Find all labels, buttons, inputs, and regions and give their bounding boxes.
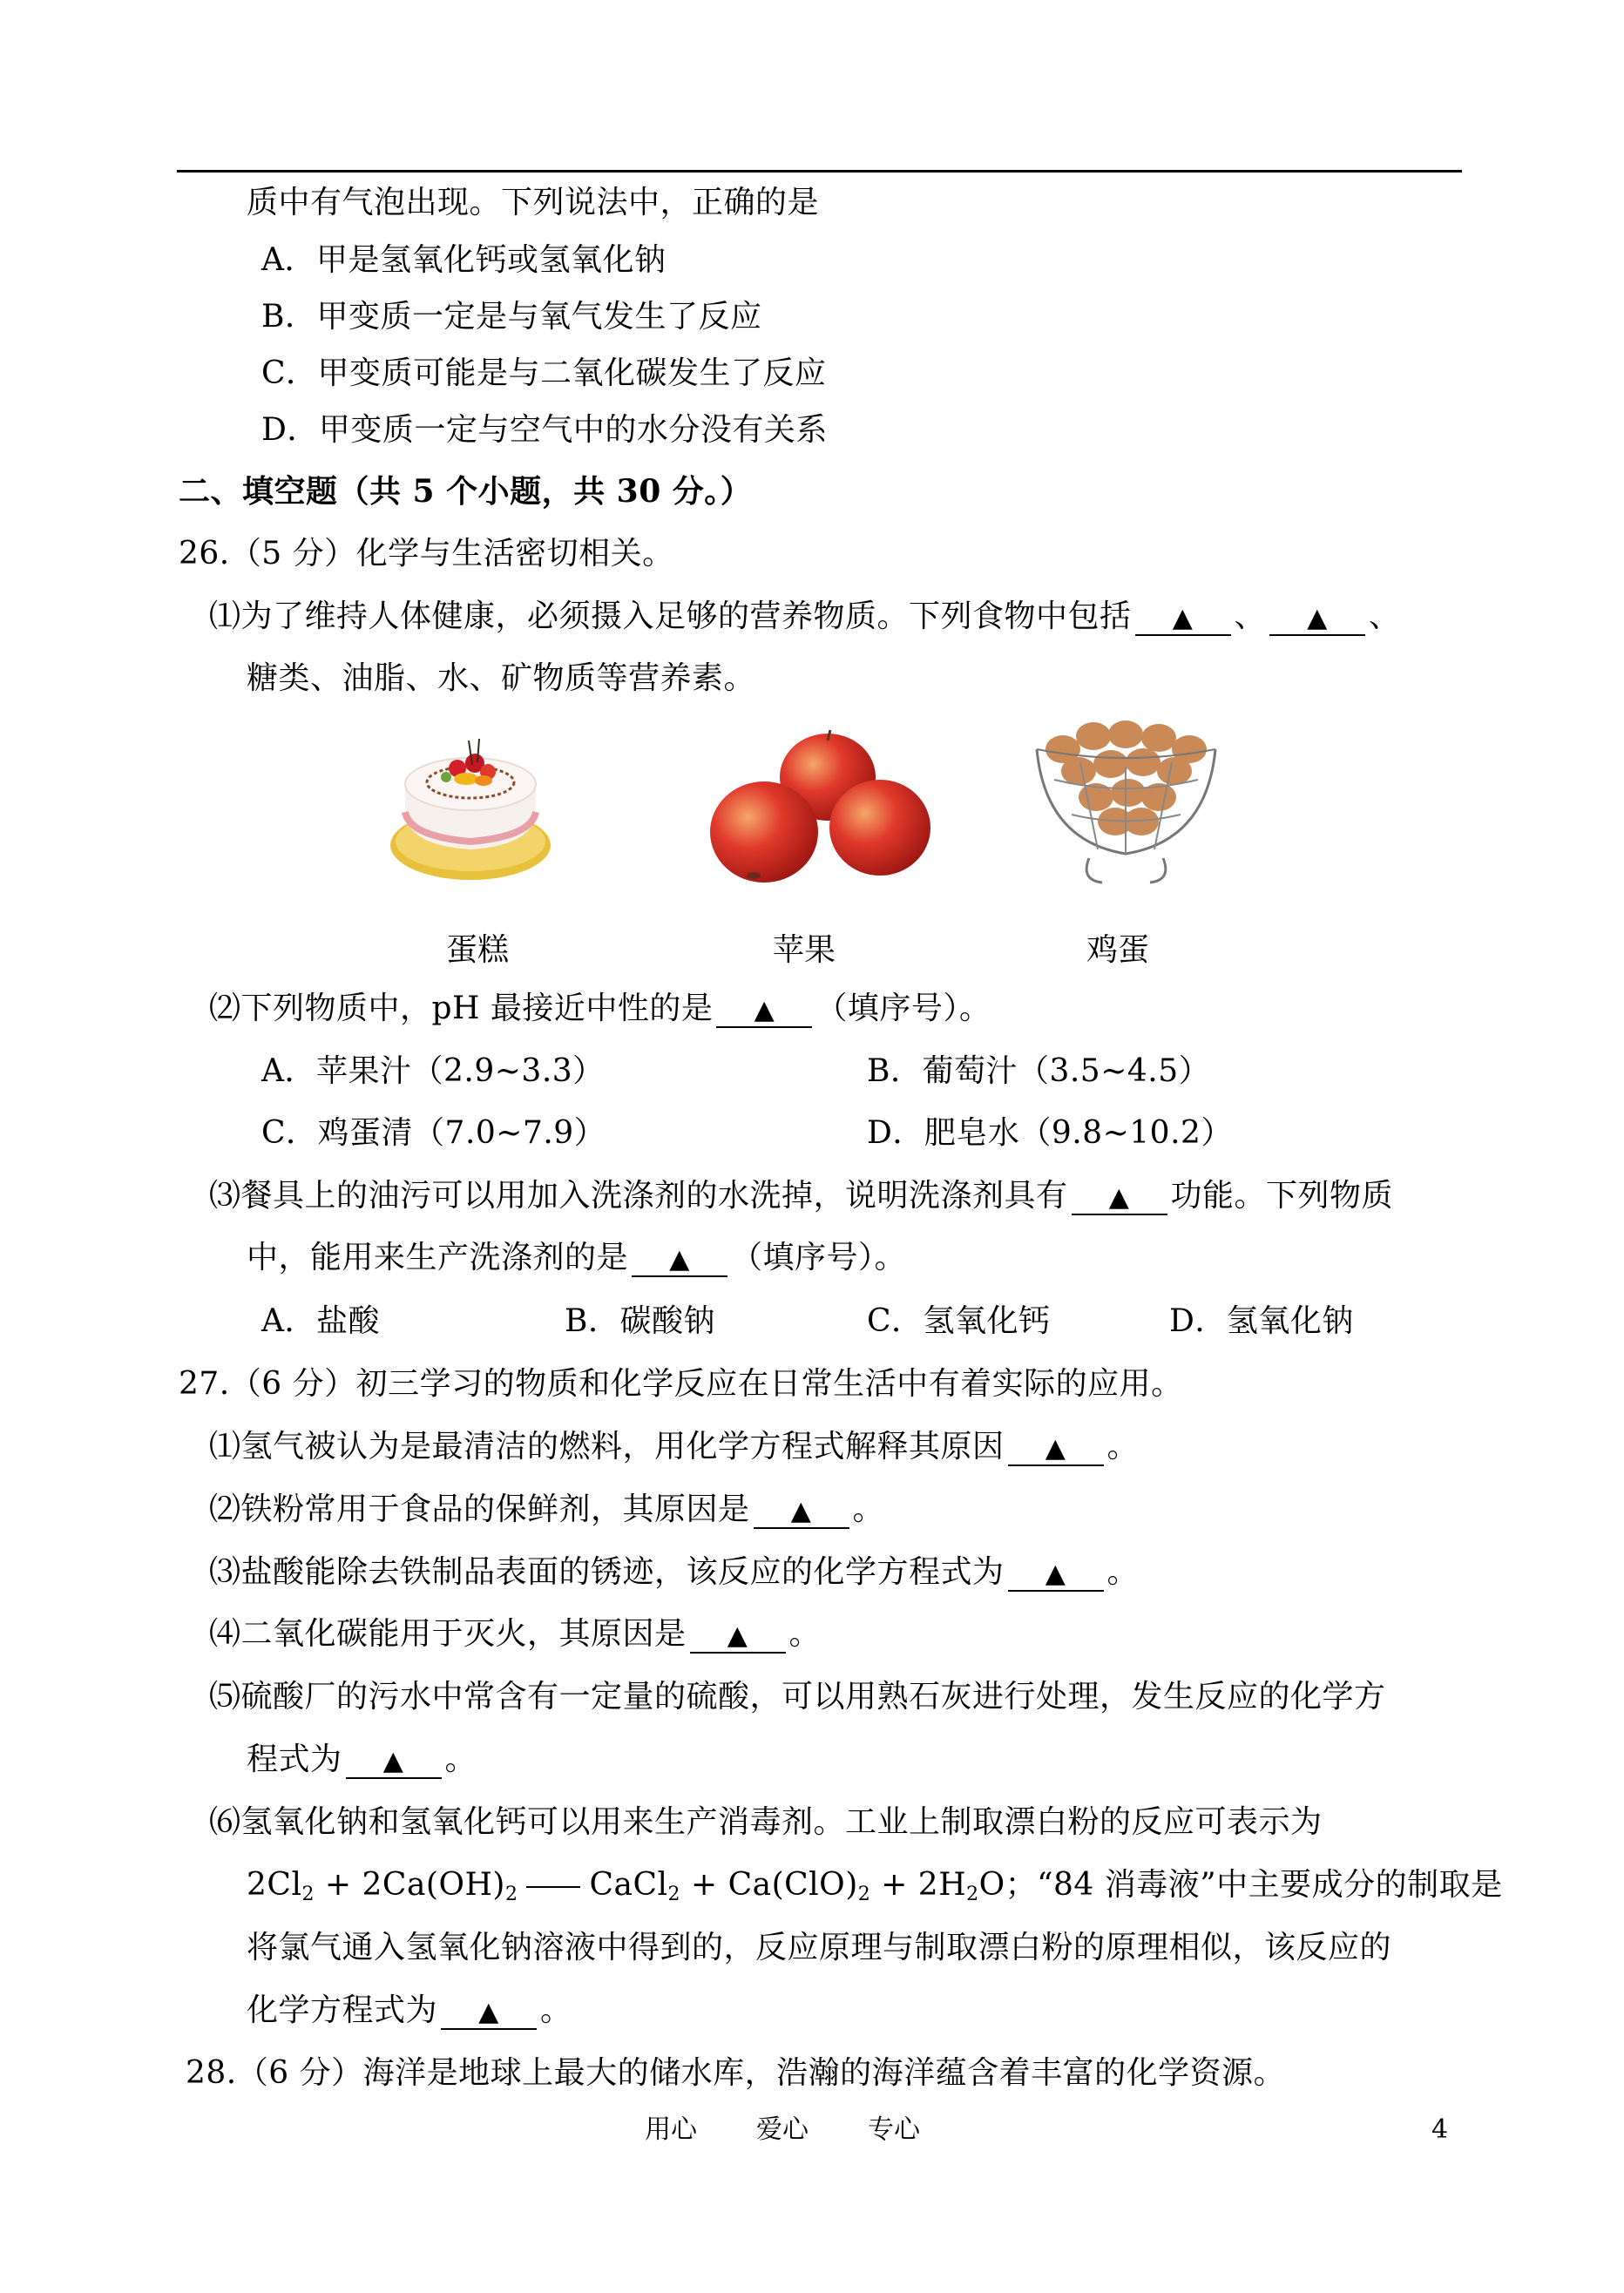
separator: 、 (1369, 599, 1401, 634)
answer-blank[interactable] (346, 1744, 442, 1779)
answer-blank[interactable] (632, 1242, 727, 1277)
eq-subscript: 2 (966, 1884, 979, 1905)
q25-option-c: C．甲变质可能是与二氧化碳发生了反应 (261, 355, 827, 391)
period: 。 (1106, 1554, 1140, 1590)
footer-motto-3: 专心 (868, 2114, 920, 2145)
q28-header: 28.（6 分）海洋是地球上最大的储水库，浩瀚的海洋蕴含着丰富的化学资源。 (186, 2055, 1286, 2091)
q27-header: 27.（6 分）初三学习的物质和化学反应在日常生活中有着实际的应用。 (179, 1366, 1183, 1402)
q27-part5-line1: ⑸硫酸厂的污水中常含有一定量的硫酸，可以用熟石灰进行处理，发生反应的化学方 (209, 1679, 1386, 1715)
triangle-marker-icon: ▲ (1172, 603, 1194, 633)
q26-part2 (209, 989, 991, 1029)
q26-part3-suffix: （填序号）。 (731, 1240, 907, 1275)
q26-part2-text: ⑵下列物质中，pH 最接近中性的是 (209, 991, 714, 1026)
triangle-marker-icon: ▲ (790, 1496, 812, 1526)
q27-part6-equation-line (247, 1865, 1503, 1915)
q27-part1-text: ⑴氢气被认为是最清洁的燃料，用化学方程式解释其原因 (209, 1429, 1005, 1464)
eq-term: O；“84 消毒液”中主要成分的制取是 (978, 1867, 1503, 1903)
q27-part6-text: 化学方程式为 (247, 1992, 438, 2028)
answer-blank[interactable] (1008, 1557, 1104, 1592)
q25-stem-end: 质中有气泡出现。下列说法中，正确的是 (247, 185, 820, 220)
q25-option-b: B．甲变质一定是与氧气发生了反应 (261, 299, 762, 335)
q27-part3-text: ⑶盐酸能除去铁制品表面的锈迹，该反应的化学方程式为 (209, 1554, 1005, 1590)
q26-part2-option-b: B．葡萄汁（3.5~4.5） (867, 1053, 1211, 1089)
triangle-marker-icon: ▲ (754, 995, 775, 1025)
answer-blank[interactable] (1072, 1180, 1167, 1215)
q27-part5-line2 (247, 1740, 477, 1780)
answer-blank[interactable] (1135, 601, 1231, 636)
eq-term: 2Cl (247, 1867, 302, 1903)
q27-part6-line1: ⑹氢氧化钠和氢氧化钙可以用来生产消毒剂。工业上制取漂白粉的反应可表示为 (209, 1804, 1323, 1840)
q26-part3-option-c: C．氢氧化钙 (867, 1303, 1051, 1339)
q26-header: 26.（5 分）化学与生活密切相关。 (179, 536, 674, 572)
q26-part3-text2: 功能。下列物质 (1170, 1178, 1394, 1214)
q27-part4-text: ⑷二氧化碳能用于灭火，其原因是 (209, 1616, 687, 1652)
period: 。 (444, 1742, 477, 1777)
q27-part4 (209, 1614, 821, 1654)
apples-icon (701, 723, 937, 897)
triangle-marker-icon: ▲ (382, 1746, 404, 1776)
section-title: 二、填空题（共 5 个小题，共 30 分。） (179, 473, 753, 510)
period: 。 (540, 1992, 572, 2028)
q26-part3-text3: 中，能用来生产洗涤剂的是 (247, 1240, 629, 1275)
q26-part3-line2 (247, 1238, 906, 1278)
triangle-marker-icon: ▲ (1045, 1433, 1066, 1464)
header-rule (177, 170, 1462, 172)
triangle-marker-icon: ▲ (1307, 603, 1328, 633)
q27-part6-line3: 将氯气通入氢氧化钠溶液中得到的，反应原理与制取漂白粉的原理相似，该反应的 (247, 1930, 1392, 1965)
q26-part1-text: ⑴为了维持人体健康，必须摄入足够的营养物质。下列食物中包括 (209, 599, 1132, 634)
page-number: 4 (1431, 2114, 1449, 2145)
triangle-marker-icon: ▲ (478, 1997, 499, 2027)
eq-term: + Ca(ClO) (680, 1867, 858, 1903)
q26-part3-option-d: D．氢氧化钠 (1169, 1303, 1354, 1339)
eq-term: + 2Ca(OH) (314, 1867, 505, 1903)
q26-part1-line2: 糖类、油脂、水、矿物质等营养素。 (247, 660, 756, 696)
answer-blank[interactable] (1008, 1431, 1104, 1466)
q26-part1-line1 (209, 597, 1401, 637)
footer-motto-2: 爱心 (756, 2114, 809, 2145)
separator: 、 (1234, 599, 1267, 634)
period: 。 (788, 1616, 822, 1652)
answer-blank[interactable] (441, 1995, 537, 2030)
triangle-marker-icon: ▲ (1108, 1182, 1130, 1213)
q26-part2-option-c: C．鸡蛋清（7.0~7.9） (261, 1115, 606, 1151)
period: 。 (1106, 1429, 1140, 1464)
eq-subscript: 2 (301, 1884, 315, 1905)
period: 。 (852, 1491, 885, 1527)
food-label-cake: 蛋糕 (446, 932, 510, 968)
q26-part2-suffix: （填序号）。 (815, 991, 991, 1026)
food-label-egg: 鸡蛋 (1086, 932, 1150, 968)
eq-subscript: 2 (667, 1884, 681, 1905)
triangle-marker-icon: ▲ (1045, 1559, 1066, 1589)
eq-term: CaCl (589, 1867, 668, 1903)
cake-icon (383, 714, 558, 889)
answer-blank[interactable] (1269, 601, 1365, 636)
equation-bar (526, 1886, 580, 1888)
q26-part3-text: ⑶餐具上的油污可以用加入洗涤剂的水洗掉，说明洗涤剂具有 (209, 1178, 1068, 1214)
q27-part3 (209, 1552, 1139, 1593)
triangle-marker-icon: ▲ (669, 1244, 690, 1275)
q25-option-d: D．甲变质一定与空气中的水分没有关系 (261, 412, 828, 448)
eggs-basket-icon (1028, 710, 1224, 893)
footer-motto-1: 用心 (645, 2114, 697, 2145)
q26-part3-option-a: A．盐酸 (261, 1303, 380, 1339)
answer-blank[interactable] (754, 1494, 849, 1529)
eq-term: + 2H (870, 1867, 967, 1903)
chemical-equation (247, 1867, 1503, 1903)
q26-part3-option-b: B．碳酸钠 (565, 1303, 715, 1339)
q25-option-a: A．甲是氢氧化钙或氢氧化钠 (261, 242, 667, 278)
q27-part2 (209, 1490, 884, 1530)
q26-part2-option-a: A．苹果汁（2.9~3.3） (261, 1053, 605, 1089)
q26-part2-option-d: D．肥皂水（9.8~10.2） (867, 1115, 1233, 1151)
answer-blank[interactable] (690, 1619, 786, 1654)
q27-part1 (209, 1427, 1139, 1467)
eq-subscript: 2 (857, 1884, 871, 1905)
q26-part3-line1 (209, 1176, 1393, 1216)
food-label-apple: 苹果 (773, 932, 836, 968)
eq-subscript: 2 (504, 1884, 518, 1905)
triangle-marker-icon: ▲ (727, 1620, 748, 1651)
answer-blank[interactable] (716, 993, 812, 1028)
q27-part5-text: 程式为 (247, 1742, 342, 1777)
q27-part2-text: ⑵铁粉常用于食品的保鲜剂，其原因是 (209, 1491, 750, 1527)
q27-part6-line4 (247, 1991, 572, 2031)
